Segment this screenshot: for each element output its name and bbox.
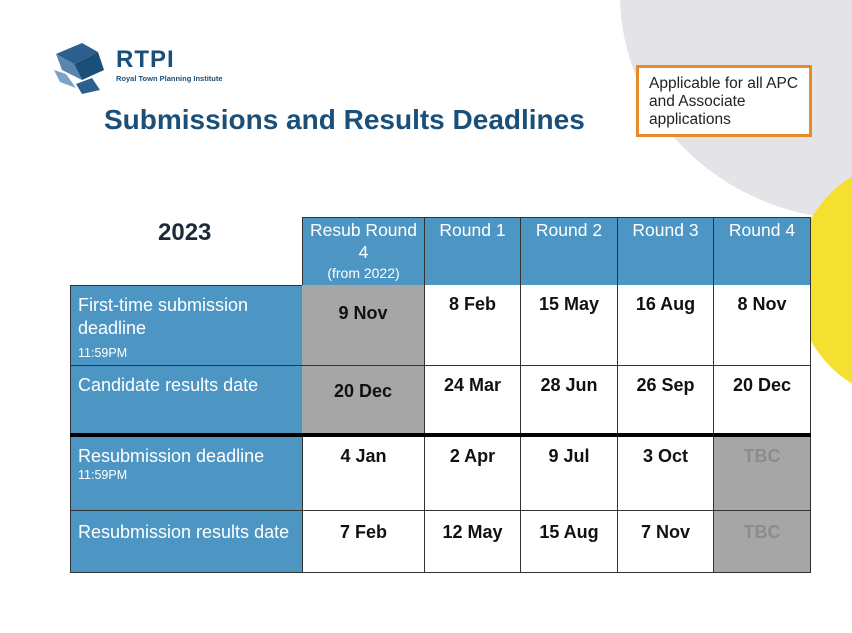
year-label: 2023 [158, 219, 212, 246]
row-label-text: Resubmission results date [78, 522, 290, 542]
row-label-resubmission-deadline [70, 437, 302, 511]
row-label-resubmission-results [70, 511, 302, 573]
table-cell: 7 Feb [302, 511, 425, 573]
table-cell: 9 Jul [521, 437, 618, 511]
rtpi-logo-icon [52, 40, 110, 96]
table-cell: TBC [714, 437, 811, 511]
row-label-text: Candidate results date [78, 375, 259, 395]
row-label-text: Resubmission deadline [78, 446, 265, 466]
row-label-candidate-results [70, 366, 302, 434]
table-cell: 26 Sep [618, 366, 714, 434]
table-cell: 7 Nov [618, 511, 714, 573]
table-cell: 15 May [521, 285, 618, 366]
row-label-time: 11:59PM [78, 346, 128, 360]
table-cell: 4 Jan [302, 437, 425, 511]
table-cell: 20 Dec [714, 366, 811, 434]
table-cell: 16 Aug [618, 285, 714, 366]
row-label-first-time-submission [70, 285, 302, 366]
table-cell: 2 Apr [425, 437, 521, 511]
row-label-time: 11:59PM [78, 468, 128, 482]
rtpi-logo [52, 40, 252, 96]
table-cell: 20 Dec [302, 366, 425, 434]
table-cell: 9 Nov [302, 285, 425, 366]
row-label-text: First-time submission deadline [78, 295, 249, 338]
table-cell: TBC [714, 511, 811, 573]
table-cell: 8 Feb [425, 285, 521, 366]
logo-subtitle: Royal Town Planning Institute [116, 74, 223, 83]
applicability-note: Applicable for all APC and Associate applications [636, 65, 812, 137]
column-header-label: Resub Round 4 [309, 220, 418, 262]
table-cell: 15 Aug [521, 511, 618, 573]
table-cell: 28 Jun [521, 366, 618, 434]
table-cell: 3 Oct [618, 437, 714, 511]
column-header-round-1: Round 1 [425, 217, 521, 285]
logo-wordmark: RTPI [116, 46, 175, 73]
column-header-round-4: Round 4 [714, 217, 811, 285]
table-cell: 8 Nov [714, 285, 811, 366]
table-cell: 12 May [425, 511, 521, 573]
column-header-resub-round-4 [302, 217, 425, 285]
table-cell: 24 Mar [425, 366, 521, 434]
page-title: Submissions and Results Deadlines [104, 104, 585, 135]
column-header-round-2: Round 2 [521, 217, 618, 285]
column-header-sub: (from 2022) [327, 265, 400, 281]
column-header-round-3: Round 3 [618, 217, 714, 285]
